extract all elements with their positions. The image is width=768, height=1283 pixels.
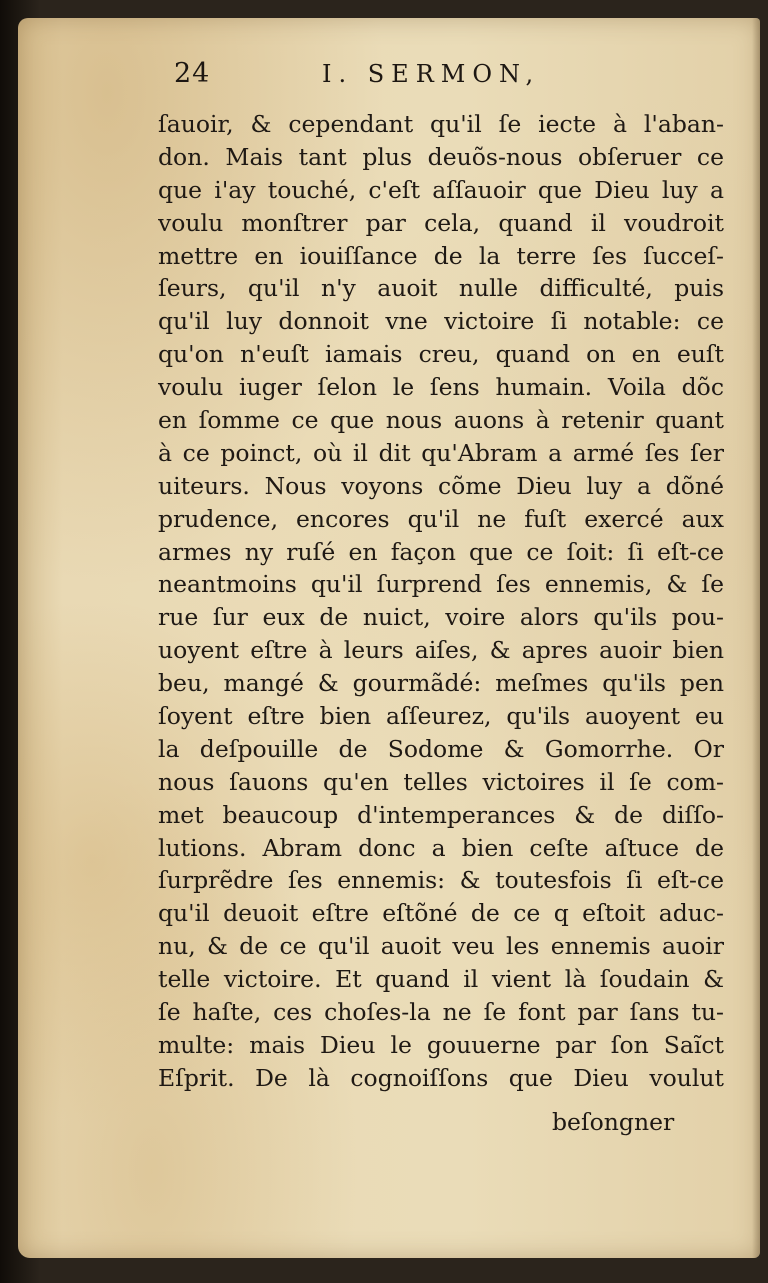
- text-line: ſurprẽdre ſes ennemis: & toutesfois ſi eſt-ce: [158, 866, 724, 895]
- page-number: 24: [174, 58, 211, 89]
- text-line: armes ny ruſé en façon que ce ſoit: ſi eſt-ce: [158, 537, 724, 566]
- text-line: la deſpouille de Sodome & Gomorrhe. Or: [158, 734, 724, 763]
- text-line: neantmoins qu'il ſurprend ſes ennemis, & ſe: [158, 570, 724, 599]
- running-head: I. SERMON,: [322, 60, 541, 88]
- text-line: Eſprit. De là cognoiſſons que Dieu voulut: [158, 1063, 724, 1092]
- text-line: prudence, encores qu'il ne fuſt exercé aux: [158, 504, 724, 533]
- text-line: nu, & de ce qu'il auoit veu les ennemis auoir: [158, 932, 724, 961]
- text-line: qu'il deuoit eſtre eſtõné de ce q eſtoit aduc-: [158, 899, 724, 928]
- page-header: [152, 58, 712, 102]
- text-line: lutions. Abram donc a bien ceſte aſtuce de: [158, 833, 724, 862]
- catchword: beſongner: [552, 1108, 675, 1136]
- text-line: telle victoire. Et quand il vient là ſoudain &: [158, 965, 724, 994]
- text-line: ſeurs, qu'il n'y auoit nulle difficulté, puis: [158, 274, 724, 303]
- text-line: qu'il luy donnoit vne victoire ſi notable: ce: [158, 307, 724, 336]
- text-line: qu'on n'euſt iamais creu, quand on en euſt: [158, 340, 724, 369]
- text-line: en ſomme ce que nous auons à retenir quant: [158, 406, 724, 435]
- body-text: [158, 108, 724, 1095]
- text-line: met beaucoup d'intemperances & de diſſo-: [158, 800, 724, 829]
- text-line: que i'ay touché, c'eſt aſſauoir que Dieu luy a: [158, 175, 724, 204]
- text-line: don. Mais tant plus deuõs-nous obſeruer ce: [158, 142, 724, 171]
- text-line: rue ſur eux de nuict, voire alors qu'ils pou-: [158, 603, 724, 632]
- text-line: uiteurs. Nous voyons cõme Dieu luy a dõné: [158, 471, 724, 500]
- text-line: voulu iuger ſelon le ſens humain. Voila dõc: [158, 373, 724, 402]
- text-line: beu, mangé & gourmãdé: meſmes qu'ils pen: [158, 669, 724, 698]
- text-line: à ce poinct, où il dit qu'Abram a armé ſes ſer: [158, 438, 724, 467]
- text-line: voulu monſtrer par cela, quand il voudroit: [158, 208, 724, 237]
- text-line: ſauoir, & cependant qu'il ſe iecte à l'aban-: [158, 110, 724, 138]
- text-line: mettre en iouiſſance de la terre ſes ſucceſ-: [158, 241, 724, 270]
- text-line: nous ſauons qu'en telles victoires il ſe com-: [158, 767, 724, 796]
- page-edge: [752, 18, 760, 1258]
- text-line: multe: mais Dieu le gouuerne par ſon Saĩct: [158, 1030, 724, 1059]
- text-line: ſe haſte, ces choſes-la ne ſe font par ſans tu-: [158, 998, 724, 1027]
- text-line: ſoyent eſtre bien aſſeurez, qu'ils auoyent eu: [158, 702, 724, 731]
- text-line: uoyent eſtre à leurs aiſes, & apres auoir bien: [158, 636, 724, 665]
